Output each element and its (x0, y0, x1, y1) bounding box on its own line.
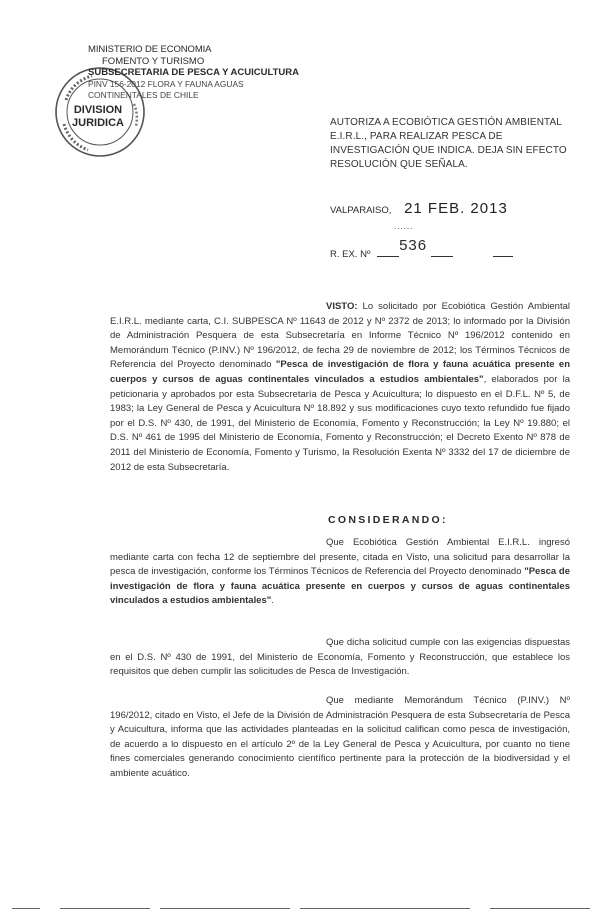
date-stamp: 21 FEB. 2013 (404, 200, 508, 217)
considerando-paragraph-3: Que mediante Memorándum Técnico (P.INV.) Nº 196/2012, citado en Visto, el Jefe de la División de Administración Pesquera de esta Subsecretaría de Pesca y Acuicultura, informa que las actividades planteadas en la solicitud califican como pesca de investigación, de acuerdo a lo dispuesto en el artículo 2º de la Ley General de Pesca y Acuicultura, por cuanto no tiene fines comerciales generando conocimiento científico pertinente para la protección de la biodiversidad y el ambiente acuático. (110, 695, 570, 779)
subsecretaria-name: SUBSECRETARIA DE PESCA Y ACUICULTURA (88, 67, 299, 78)
reference-code: PINV 156-2012 FLORA Y FAUNA AGUAS (88, 78, 244, 89)
considerando-paragraph-2: Que dicha solicitud cumple con las exigencias dispuestas en el D.S. Nº 430 de 1991, del Ministerio de Economía, Fomento y Reconstrucción, que establece los requisitos que deben cumplir las solicitudes de Pesca de Investigación. (110, 637, 570, 678)
reference-code-cont: CONTINENTALES DE CHILE (88, 90, 199, 100)
division-line1: DIVISION (73, 104, 123, 116)
dots-mark: ...... (394, 222, 414, 231)
project-name: "Pesca de investigación de flora y fauna acuática presente en cuerpos y cursos de aguas continentales vinculados a estudios ambientales" (110, 359, 570, 385)
ministry-subtitle: FOMENTO Y TURISMO (102, 55, 205, 67)
division-line2: JURIDICA (72, 117, 124, 129)
footer-rule-3 (160, 908, 290, 909)
p1-text-2: . (271, 595, 274, 607)
visto-paragraph (110, 300, 570, 475)
considerando-heading: CONSIDERANDO: (328, 514, 448, 526)
footer-rule-5 (490, 908, 590, 909)
letterhead (88, 44, 299, 102)
p1-project-name: "Pesca de investigación de flora y fauna acuática presente en cuerpos y cursos de aguas continentales vinculados a estudios ambientales" (110, 566, 571, 607)
p1-text-1: Que Ecobiótica Gestión Ambiental E.I.R.L. ingresó mediante carta con fecha 12 de septiembre del presente, citada en Visto, una solicitud para desarrollar la pesca de investigación, conforme los Términos Técnicos de Referencia del Proyecto denominado (110, 537, 570, 578)
rex-underline (377, 256, 399, 257)
place-date (330, 200, 508, 217)
rex-underline-2 (431, 256, 453, 257)
visto-text-1: Lo solicitado por Ecobiótica Gestión Ambiental E.I.R.L. mediante carta, C.I. SUBPESCA Nº 11643 de 2012 y Nº 2372 de 2013; lo informado por la División de Administración Pesquera de esta Subsecretaría en Informe Técnico Nº 196/2012 contenido en Memorándum Técnico (P.INV.) Nº 196/2012, de fecha 29 de noviembre de 2012; los Términos Técnicos de Referencia del Proyecto denominado (110, 301, 570, 371)
ministry-name: MINISTERIO DE ECONOMIA (88, 44, 212, 55)
rex-label: R. EX. Nº (330, 249, 371, 260)
rex-underline-3 (493, 256, 513, 257)
footer-rule-2 (60, 908, 150, 909)
footer-rule-4 (300, 908, 470, 909)
considerando-paragraph-1 (110, 536, 570, 609)
division-label (72, 104, 124, 130)
footer-rule-1 (12, 908, 40, 909)
visto-label: VISTO: (326, 301, 358, 312)
resolution-subject: AUTORIZA A ECOBIÓTICA GESTIÓN AMBIENTAL E.I.R.L., PARA REALIZAR PESCA DE INVESTIGACIÓN QUE INDICA. DEJA SIN EFECTO RESOLUCIÓN QUE SEÑALA. (330, 117, 567, 170)
rex-number: 536 (399, 237, 428, 254)
resolution-number (330, 237, 513, 261)
place: VALPARAISO, (330, 205, 392, 216)
visto-text-2: , elaborados por la peticionaria y aprobados por esta Subsecretaría de Pesca y Acuicultura; lo dispuesto en el D.F.L. Nº 5, de 1983; la Ley General de Pesca y Acuicultura Nº 18.892 y sus modificaciones cuyo texto refundido fue fijado por el D.S. Nº 430, de 1991, del Ministerio de Economía, Fomento y Reconstrucción; la Ley Nº 19.880; el D.S. Nº 461 de 1995 del Ministerio de Economía, Fomento y Reconstrucción; el Decreto Exento Nº 878 de 2011 del Ministerio de Economía, Fomento y Turismo, la Resolución Exenta Nº 3332 del 17 de diciembre de 2012 de esta Subsecretaría. (110, 373, 570, 473)
